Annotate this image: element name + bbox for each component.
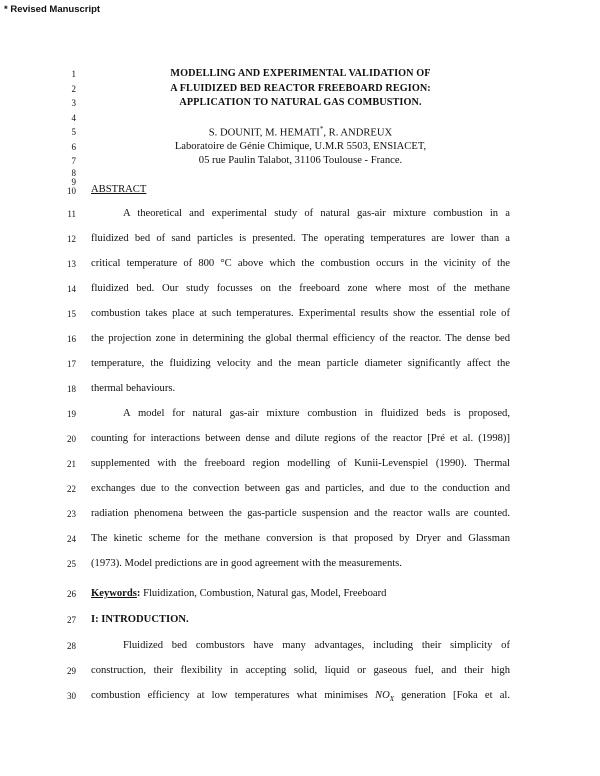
line-number: 18 bbox=[67, 384, 76, 394]
introduction-line bbox=[91, 689, 510, 706]
abstract-heading: ABSTRACT bbox=[91, 184, 147, 195]
line-number: 23 bbox=[67, 509, 76, 519]
author-names: S. DOUNIT, M. HEMATI bbox=[208, 127, 320, 139]
nox-symbol bbox=[375, 690, 395, 704]
line-number: 17 bbox=[67, 359, 76, 369]
line-number: 29 bbox=[67, 666, 76, 676]
introduction-text-end: generation [Foka et al. bbox=[394, 690, 510, 701]
abstract-line: thermal behaviours. bbox=[91, 383, 176, 394]
line-number: 24 bbox=[67, 534, 76, 544]
line-number: 9 bbox=[71, 177, 76, 187]
abstract-line: counting for interactions between dense and dilute regions of the reactor [Pré et al. (1998)] bbox=[91, 433, 510, 444]
abstract-line: A theoretical and experimental study of natural gas-air mixture combustion in a bbox=[123, 208, 510, 219]
address-line: 05 rue Paulin Talabot, 31106 Toulouse - France. bbox=[198, 155, 403, 166]
line-number: 15 bbox=[67, 309, 76, 319]
revised-manuscript-label: * Revised Manuscript bbox=[4, 4, 101, 15]
line-number: 3 bbox=[71, 98, 76, 108]
line-number: 5 bbox=[71, 127, 76, 137]
line-number: 1 bbox=[71, 69, 76, 79]
line-number: 12 bbox=[67, 234, 76, 244]
line-number: 4 bbox=[71, 113, 76, 123]
line-number: 7 bbox=[71, 156, 76, 166]
corresponding-author-mark: * bbox=[319, 125, 324, 133]
paper-title-line: A FLUIDIZED BED REACTOR FREEBOARD REGION: bbox=[170, 83, 431, 94]
abstract-line: (1973). Model predictions are in good agreement with the measurements. bbox=[91, 558, 402, 569]
abstract-line: the projection zone in determining the global thermal efficiency of the reactor. The dense bed bbox=[91, 333, 510, 344]
line-number: 11 bbox=[67, 209, 76, 219]
affiliation-line: Laboratoire de Génie Chimique, U.M.R 5503, ENSIACET, bbox=[174, 141, 427, 152]
keywords-line bbox=[91, 587, 510, 601]
introduction-text: combustion efficiency at low temperatures what minimises bbox=[91, 690, 376, 701]
paper-title-line: MODELLING AND EXPERIMENTAL VALIDATION OF bbox=[170, 68, 431, 79]
line-number: 28 bbox=[67, 641, 76, 651]
line-number: 30 bbox=[67, 691, 76, 701]
line-number: 2 bbox=[71, 84, 76, 94]
line-number: 22 bbox=[67, 484, 76, 494]
abstract-line: radiation phenomena between the gas-particle suspension and the reactor walls are counted. bbox=[91, 508, 510, 519]
authors-line bbox=[91, 122, 510, 141]
introduction-heading: I: INTRODUCTION. bbox=[91, 614, 189, 625]
author-names-rest: , R. ANDREUX bbox=[323, 127, 393, 139]
abstract-line: A model for natural gas-air mixture combustion in fluidized beds is proposed, bbox=[123, 408, 510, 419]
nox-main: NO bbox=[375, 690, 390, 701]
introduction-line: Fluidized bed combustors have many advantages, including their simplicity of bbox=[123, 640, 510, 651]
line-number: 25 bbox=[67, 559, 76, 569]
keywords-text: Fluidization, Combustion, Natural gas, Model, Freeboard bbox=[143, 588, 387, 599]
line-number: 13 bbox=[67, 259, 76, 269]
abstract-line: fluidized bed. Our study focusses on the freeboard zone where most of the methane bbox=[91, 283, 510, 294]
line-number: 21 bbox=[67, 459, 76, 469]
line-number: 8 bbox=[71, 168, 76, 178]
line-number: 10 bbox=[67, 186, 76, 196]
abstract-line: The kinetic scheme for the methane conversion is that proposed by Dryer and Glassman bbox=[91, 533, 510, 544]
line-number: 26 bbox=[67, 589, 76, 599]
abstract-line: critical temperature of 800 °C above which the combustion occurs in the vicinity of the bbox=[91, 258, 510, 269]
line-number: 6 bbox=[71, 142, 76, 152]
line-number: 27 bbox=[67, 615, 76, 625]
abstract-line: fluidized bed of sand particles is presented. The operating temperatures are lower than a bbox=[91, 233, 510, 244]
line-number: 16 bbox=[67, 334, 76, 344]
abstract-line: supplemented with the freeboard region modelling of Kunii-Levenspiel (1990). Thermal bbox=[91, 458, 510, 469]
nox-subscript: X bbox=[389, 695, 395, 704]
line-number: 14 bbox=[67, 284, 76, 294]
abstract-line: temperature, the fluidizing velocity and the mean particle diameter significantly affect the bbox=[91, 358, 510, 369]
line-number: 20 bbox=[67, 434, 76, 444]
paper-title-line: APPLICATION TO NATURAL GAS COMBUSTION. bbox=[179, 97, 422, 108]
keywords-colon: : bbox=[136, 588, 144, 599]
keywords-label: Keywords bbox=[91, 588, 137, 599]
abstract-line: combustion takes place at such temperatures. Experimental results show the essential role of bbox=[91, 308, 510, 319]
introduction-line: construction, their flexibility in accepting solid, liquid or gaseous fuel, and their high bbox=[91, 665, 510, 676]
abstract-line: exchanges due to the convection between gas and particles, and due to the conduction and bbox=[91, 483, 510, 494]
line-number: 19 bbox=[67, 409, 76, 419]
